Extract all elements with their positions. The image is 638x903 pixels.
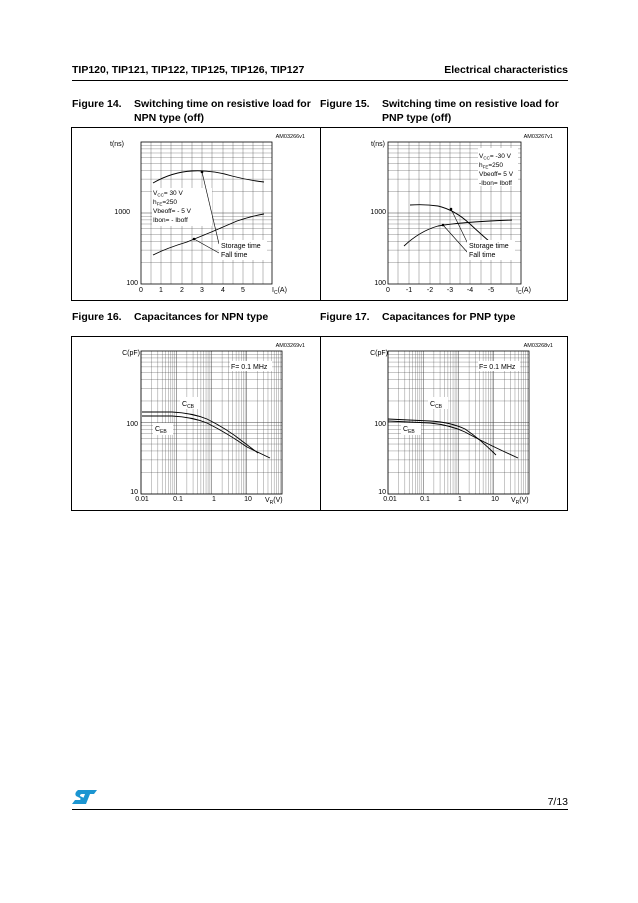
figure-14-chart [72,128,319,300]
footer-rule [72,809,568,810]
svg-text:Vbeoff= 5 V: Vbeoff= 5 V [479,171,514,178]
storage-time-curve [410,205,495,246]
x-tick-label: 10 [491,496,499,503]
x-tick-label: 0 [139,287,143,294]
x-axis-label: $I_C(A)$ [516,287,531,296]
fall-time-leader [194,239,219,253]
y-axis-label: t(ns) [371,141,385,148]
x-tick-label: 0.1 [173,496,183,503]
x-tick-label: 5 [241,287,245,294]
svg-text:VCC= -30 V: $V_{CC}= -30$ V [479,153,511,161]
y-axis-label: t(ns) [110,141,124,148]
x-tick-label: 0.01 [135,496,149,503]
legend-fall-time: Fall time [221,252,248,259]
x-tick-label: 10 [244,496,252,503]
x-tick-label: 1 [458,496,462,503]
x-axis-label: $V_R(V)$ [511,497,529,506]
svg-text:VCC= 30 V: $V_{CC}= 30$ V [153,190,183,198]
ceb-label: $C_{EB}$ [403,426,415,435]
x-tick-label: 4 [221,287,225,294]
x-tick-label: 0 [386,287,390,294]
plot-grid [141,351,282,494]
figure-14-caption: Figure 14. Switching time on resistive load for NPN type (off) [72,98,311,124]
legend-fall-time: Fall time [469,252,496,259]
ccb-label: $C_{CB}$ [430,401,443,410]
page-number: 7/13 [547,796,568,808]
figure-16-caption: Figure 16. Capacitances for NPN type [72,311,269,323]
x-tick-label: 1 [212,496,216,503]
chart-code: AM03267v1 [523,134,553,140]
x-tick-label: -4 [466,287,474,294]
plot-grid [388,351,529,494]
figure-16-chart [72,337,319,510]
figure-17-caption: Figure 17. Capacitances for PNP type [320,311,516,323]
x-tick-label: 0.1 [420,496,430,503]
x-tick-label: 0.01 [383,496,397,503]
y-tick-label: 100 [126,421,138,428]
figure-17-chart [320,337,567,510]
header-rule [72,80,568,81]
figure-15-chart [320,128,567,300]
svg-text:hFE=250: $h_{FE}=250$ [479,162,504,170]
y-tick-label: 1000 [370,209,386,216]
legend-storage-time: Storage time [221,243,261,250]
x-tick-label: 3 [200,287,204,294]
y-tick-label: 10 [378,489,386,496]
x-axis-label: $V_R(V)$ [265,497,283,506]
chart-code: AM03266v1 [275,134,305,140]
x-axis-label: $I_C(A)$ [272,287,287,296]
x-tick-label: -2 [426,287,434,294]
y-tick-label: 100 [374,280,386,287]
legend-storage-time: Storage time [469,243,509,250]
x-tick-label: 1 [159,287,163,294]
svg-text:Vbeoff= - 5 V: Vbeoff= - 5 V [153,208,192,215]
y-tick-label: 1000 [114,209,130,216]
chart-code: AM03269v1 [275,343,305,349]
st-logo-icon [72,788,98,806]
y-tick-label: 10 [130,489,138,496]
frequency-note: F= 0.1 MHz [479,364,516,371]
y-axis-label: C(pF) [370,350,388,357]
x-tick-label: -1 [405,287,413,294]
x-tick-label: -5 [487,287,495,294]
frequency-note: F= 0.1 MHz [231,364,268,371]
chart-code: AM03268v1 [523,343,553,349]
figure-15-caption: Figure 15. Switching time on resistive load for PNP type (off) [320,98,559,124]
y-tick-label: 100 [374,421,386,428]
running-header-section: Electrical characteristics [444,64,568,76]
svg-text:-Ibon= Iboff: -Ibon= Iboff [479,180,512,187]
svg-text:hFE=250: $h_{FE}=250$ [153,199,178,207]
storage-time-curve [153,171,264,183]
x-tick-label: 2 [180,287,184,294]
x-tick-label: -3 [446,287,454,294]
storage-time-leader [451,209,468,244]
fall-time-leader [443,225,468,253]
svg-text:Ibon= - Iboff: Ibon= - Iboff [153,217,188,224]
y-tick-label: 100 [126,280,138,287]
y-axis-label: C(pF) [122,350,140,357]
ccb-label: $C_{CB}$ [182,401,195,410]
ceb-label: $C_{EB}$ [155,426,167,435]
running-header-title: TIP120, TIP121, TIP122, TIP125, TIP126, TIP127 [72,64,305,76]
